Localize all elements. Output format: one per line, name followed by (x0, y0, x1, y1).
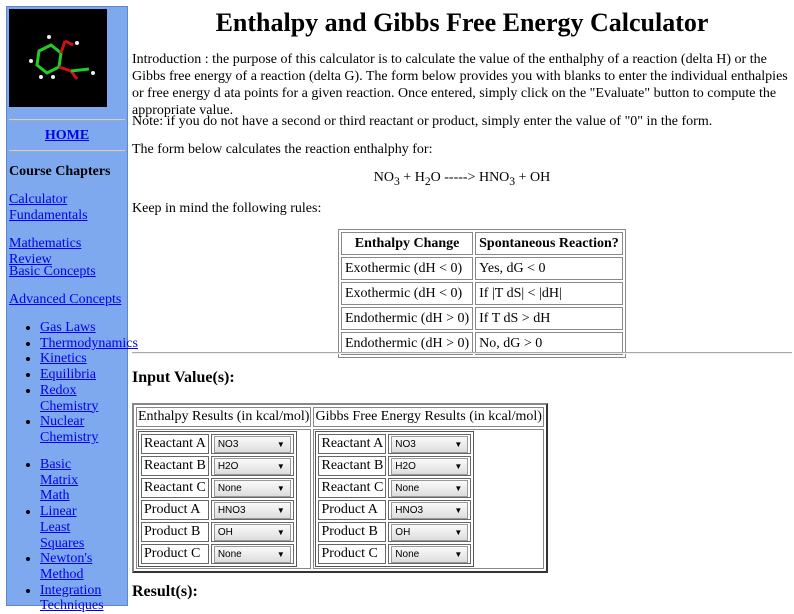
field-select-cell (388, 456, 471, 476)
note-text: Note: if you do not have a second or third reactant or product, simply enter the value of "0" in the form. (132, 114, 713, 129)
field-select-cell (388, 434, 471, 454)
input-row (141, 456, 294, 476)
cell: Exothermic (dH < 0) (341, 282, 473, 305)
topic-link-basic-matrix-math[interactable]: Basic Matrix Math (40, 457, 79, 504)
rules-intro: Keep in mind the following rules: (132, 201, 322, 216)
topic-item (40, 335, 138, 352)
topic-link-equilibria[interactable]: Equilibria (40, 367, 96, 383)
input-row (318, 500, 471, 520)
chapter-link-calculator-fundamentals[interactable]: Calculator Fundamentals (9, 192, 88, 223)
table-header-row (341, 232, 623, 255)
field-label: Product C (318, 544, 386, 564)
course-chapters-heading: Course Chapters (9, 164, 111, 179)
divider (9, 150, 125, 152)
gibbs-species-select[interactable] (391, 458, 468, 475)
selected-value: None (395, 482, 420, 494)
field-select-cell (211, 544, 294, 564)
dropdown-arrow-icon: ▼ (276, 439, 285, 449)
divider (9, 119, 125, 121)
field-select-cell (211, 500, 294, 520)
enthalpy-species-select[interactable] (214, 436, 291, 453)
table-row (341, 257, 623, 280)
topic-link-thermodynamics[interactable]: Thermodynamics (40, 335, 138, 351)
column-header: Enthalpy Change (341, 232, 473, 255)
selected-value: H2O (217, 460, 239, 472)
enthalpy-species-select[interactable] (214, 502, 291, 519)
table-row (341, 307, 623, 330)
reactant-2: + H (399, 170, 425, 185)
field-select-cell (388, 544, 471, 564)
field-label: Product A (318, 500, 386, 520)
enthalpy-species-select[interactable] (214, 546, 291, 563)
field-select-cell (388, 478, 471, 498)
selected-value: None (395, 548, 420, 560)
field-label: Product B (141, 522, 209, 542)
dropdown-arrow-icon: ▼ (454, 439, 463, 449)
input-row (318, 456, 471, 476)
enthalpy-species-select[interactable] (214, 458, 291, 475)
cell: If |T dS| < |dH| (475, 282, 623, 305)
enthalpy-species-select[interactable] (214, 480, 291, 497)
cell: If T dS > dH (475, 307, 623, 330)
topic-item (40, 351, 130, 367)
field-select-cell (388, 522, 471, 542)
rules-table (338, 229, 626, 358)
selected-value: HNO3 (217, 504, 246, 516)
topic-item (40, 583, 110, 614)
input-row (141, 500, 294, 520)
gibbs-species-select[interactable] (391, 524, 468, 541)
divider (132, 352, 792, 354)
field-select-cell (211, 434, 294, 454)
topic-link-redox-chemistry[interactable]: Redox Chemistry (40, 382, 99, 414)
topic-item (40, 414, 100, 445)
field-label: Product B (318, 522, 386, 542)
subscript: 2 (424, 174, 431, 188)
field-select-cell (388, 500, 471, 520)
topic-link-nuclear-chemistry[interactable]: Nuclear Chemistry (40, 414, 99, 445)
chapter-link-advanced-concepts[interactable]: Advanced Concepts (9, 292, 122, 307)
sidebar (6, 6, 138, 614)
input-row (318, 544, 471, 564)
field-select-cell (211, 456, 294, 476)
topic-link-linear-least-squares[interactable]: Linear Least Squares (40, 504, 85, 551)
enthalpy-inputs (136, 429, 311, 569)
product-2: + OH (515, 170, 551, 185)
form-description: The form below calculates the reaction enthalphy for: (132, 142, 433, 157)
input-row (318, 434, 471, 454)
input-row (318, 522, 471, 542)
dropdown-arrow-icon: ▼ (454, 505, 463, 515)
field-label: Reactant C (141, 478, 209, 498)
gibbs-inputs (313, 429, 543, 569)
enthalpy-header: Enthalpy Results (in kcal/mol) (136, 407, 311, 427)
dropdown-arrow-icon: ▼ (276, 549, 285, 559)
subscript: 3 (509, 174, 516, 188)
dropdown-arrow-icon: ▼ (454, 527, 463, 537)
topic-item (40, 367, 130, 383)
selected-value: H2O (395, 460, 416, 472)
topic-item (40, 383, 100, 414)
topic-item (40, 320, 130, 336)
subscript: 3 (393, 174, 400, 188)
home-link[interactable]: HOME (44, 128, 90, 143)
arrow-product: O -----> HNO (430, 170, 510, 185)
gibbs-species-select[interactable] (391, 546, 468, 563)
cell: No, dG > 0 (475, 332, 623, 355)
input-row (141, 522, 294, 542)
topic-item (40, 457, 110, 504)
field-label: Reactant B (141, 456, 209, 476)
chapter-link-mathematics-review[interactable]: Mathematics Review (9, 236, 82, 267)
page-title: Enthalpy and Gibbs Free Energy Calculator (215, 8, 709, 37)
gibbs-species-select[interactable] (391, 502, 468, 519)
table-row (341, 282, 623, 305)
gibbs-species-select[interactable] (391, 480, 468, 497)
topic-item (40, 504, 110, 551)
gibbs-header: Gibbs Free Energy Results (in kcal/mol) (313, 407, 543, 427)
reaction-equation (132, 169, 792, 190)
selected-value: None (217, 482, 242, 494)
chapter-link-basic-concepts[interactable]: Basic Concepts (9, 264, 96, 279)
math-topic-list (7, 457, 110, 614)
selected-value: HNO3 (395, 504, 424, 516)
selected-value: None (217, 548, 242, 560)
enthalpy-species-select[interactable] (214, 524, 291, 541)
field-label: Reactant B (318, 456, 386, 476)
field-label: Product C (141, 544, 209, 564)
field-label: Reactant C (318, 478, 386, 498)
selected-value: NO3 (395, 438, 416, 450)
reactant-1: NO (373, 170, 394, 185)
input-form-table (132, 403, 548, 573)
column-header: Spontaneous Reaction? (475, 232, 623, 255)
field-label: Product A (141, 500, 209, 520)
topic-link-newtons-method[interactable]: Newton's Method (40, 551, 93, 582)
input-row (141, 544, 294, 564)
selected-value: NO3 (217, 438, 239, 450)
dropdown-arrow-icon: ▼ (454, 461, 463, 471)
dropdown-arrow-icon: ▼ (276, 461, 285, 471)
topic-list (7, 320, 138, 446)
dropdown-arrow-icon: ▼ (454, 483, 463, 493)
intro-text: Introduction : the purpose of this calculator is to calculate the value of the enthalphy of a reaction (delta H) or the Gibbs free energy of a reaction (delta G). The form below provides you with blanks to enter the individual enthalpies or free energy d ata points for a given reaction. Once entered, simply click on the "Evaluate" button to compute the appropriate value. (132, 52, 788, 118)
cell: Endothermic (dH > 0) (341, 307, 473, 330)
input-row (141, 434, 294, 454)
topic-item (40, 551, 110, 582)
dropdown-arrow-icon: ▼ (454, 549, 463, 559)
input-heading: Input Value(s): (132, 369, 235, 386)
input-row (141, 478, 294, 498)
field-label: Reactant A (318, 434, 386, 454)
selected-value: OH (395, 526, 411, 538)
topic-link-gas-laws[interactable]: Gas Laws (40, 320, 96, 335)
cell: Endothermic (dH > 0) (341, 332, 473, 355)
molecule-logo-image (9, 9, 107, 107)
dropdown-arrow-icon: ▼ (276, 483, 285, 493)
result-heading: Result(s): (132, 583, 198, 600)
cell: Exothermic (dH < 0) (341, 257, 473, 280)
dropdown-arrow-icon: ▼ (276, 505, 285, 515)
input-row (318, 478, 471, 498)
field-select-cell (211, 522, 294, 542)
cell: Yes, dG < 0 (475, 257, 623, 280)
dropdown-arrow-icon: ▼ (276, 527, 285, 537)
topic-link-kinetics[interactable]: Kinetics (40, 351, 87, 367)
field-label: Reactant A (141, 434, 209, 454)
topic-link-integration-techniques[interactable]: Integration Techniques (40, 582, 104, 614)
field-select-cell (211, 478, 294, 498)
selected-value: OH (217, 526, 233, 538)
gibbs-species-select[interactable] (391, 436, 468, 453)
